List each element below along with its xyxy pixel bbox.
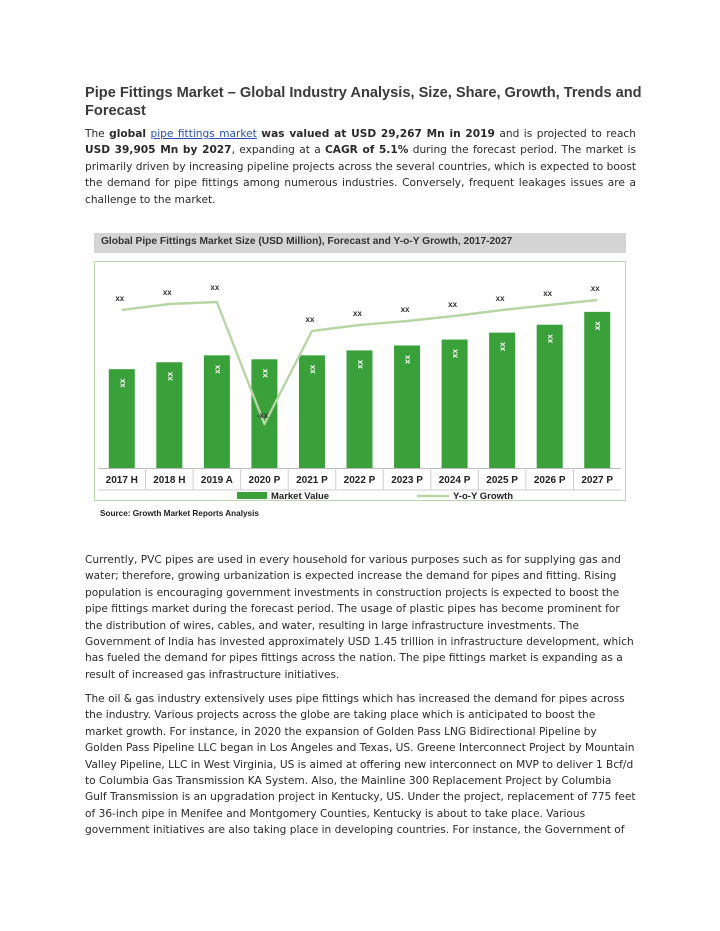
bar-data-label: xx [355, 359, 365, 369]
bar [584, 312, 610, 468]
line-data-label: xx [400, 305, 410, 314]
line-data-label: xx [162, 288, 172, 297]
intro-text-1: The [85, 128, 110, 140]
chart-frame [94, 261, 626, 501]
x-tick-label: 2018 H [153, 475, 186, 486]
x-tick-label: 2026 P [533, 475, 566, 486]
bar-data-label: xx [260, 368, 270, 378]
market-chart-figure [90, 228, 632, 526]
x-tick-label: 2024 P [438, 475, 471, 486]
legend-label-yoy-growth: Y-o-Y Growth [453, 491, 513, 499]
line-data-label: xx [495, 294, 505, 303]
x-tick-label: 2020 P [248, 475, 281, 486]
line-data-label: xx [210, 283, 220, 292]
bar-data-label: xx [117, 378, 127, 388]
intro-bold-global: global [109, 128, 147, 140]
line-data-label: xx [590, 284, 600, 293]
x-tick-label: 2021 P [296, 475, 328, 486]
x-tick-label: 2023 P [391, 475, 423, 486]
bar-data-label: xx [403, 355, 413, 364]
body-paragraph-3: The oil & gas industry extensively uses pipe fittings which has increased the demand for pipes across the industry. Various projects across the globe are taking place which is anticipated to boost the market growth. For instance, in 2020 the expansion of Golden Pass LNG Bidirectional Pipeline by Golden Pass Pipeline LLC began in Los Angeles and Texas, US. Greene Interconnect Project by Mountain Valley Pipeline, LLC in West Virginia, US is aimed at offering new interconnect on MVP to deliver 1 Bcf/d to Columbia Gas Transmission KA System. Also, the Mainline 300 Replacement Project by Columbia Gulf Transmission is an upgradation project in Kentucky, US. Under the project, replacement of 775 feet of 36-inch pipe in Menifee and Montgomery Counties, Kentucky is about to take place. Various government initiatives are also taking place in developing countries. For instance, the Government of [85, 693, 636, 837]
line-data-label: xx [115, 294, 125, 303]
line-data-label: xx [448, 300, 458, 309]
bar [537, 325, 563, 468]
chart-header-bar [94, 233, 626, 253]
intro-text-4: during the forecast period. The market is primarily driven by increasing pipeline projects across the several countries, which is expected to boost the demand for pipe fittings among numerous industries. Conversely, frequent leakages issues are a challenge to the market. [85, 144, 636, 206]
legend-label-market-value: Market Value [271, 491, 330, 499]
line-data-label: xx [305, 315, 315, 324]
line-data-label: -xx [256, 411, 269, 420]
bar-data-label: xx [450, 349, 460, 358]
bar-data-label: xx [545, 334, 555, 344]
x-tick-label: 2025 P [486, 475, 518, 486]
intro-text-3: , expanding at a [231, 144, 326, 157]
intro-text-2: and is projected to reach [494, 128, 636, 140]
x-tick-label: 2027 P [581, 475, 614, 486]
line-data-label: xx [353, 309, 362, 318]
chart-svg [95, 262, 624, 499]
pipe-fittings-market-link[interactable]: pipe fittings market [150, 128, 257, 140]
bar-data-label: xx [165, 371, 175, 381]
bar-data-label: xx [498, 342, 508, 352]
bar-data-label: xx [307, 364, 317, 374]
x-tick-label: 2019 A [200, 475, 233, 486]
x-tick-label: 2022 P [343, 475, 376, 486]
body-paragraph-2: Currently, PVC pipes are used in every household for various purposes such as for supplying gas and water; therefore, growing urbanization is expected increase the demand for pipes and fitting. Rising population is encouraging government investments in construction projects is expected to boost the pipe fittings market during the forecast period. The usage of plastic pipes has become prominent for the distribution of wires, cables, and water, resulting in large infrastructure investments. The Government of India has invested approximately USD 1.45 trillion in infrastructure development, which has fueled the demand for pipes fittings across the nation. The pipe fittings market is expanding as a result of increased gas infrastructure initiatives. [85, 554, 634, 681]
intro-bold-cagr: CAGR of 5.1% [325, 144, 409, 157]
intro-bold-forecast: USD 39,905 Mn by 2027 [85, 144, 232, 157]
bar-data-label: xx [212, 364, 222, 374]
document-title: Pipe Fittings Market – Global Industry Analysis, Size, Share, Growth, Trends and Forecast [85, 85, 642, 119]
intro-paragraph [85, 126, 636, 208]
legend-swatch-market-value [237, 492, 267, 499]
bar [489, 333, 515, 468]
chart-title: Global Pipe Fittings Market Size (USD Million), Forecast and Y-o-Y Growth, 2017-2027 [101, 236, 513, 247]
chart-source: Source: Growth Market Reports Analysis [100, 509, 259, 518]
bar-data-label: xx [593, 321, 603, 331]
intro-bold-value: was valued at USD 29,267 Mn in 2019 [261, 128, 495, 140]
x-tick-label: 2017 H [105, 475, 138, 486]
line-data-label: xx [543, 289, 553, 298]
